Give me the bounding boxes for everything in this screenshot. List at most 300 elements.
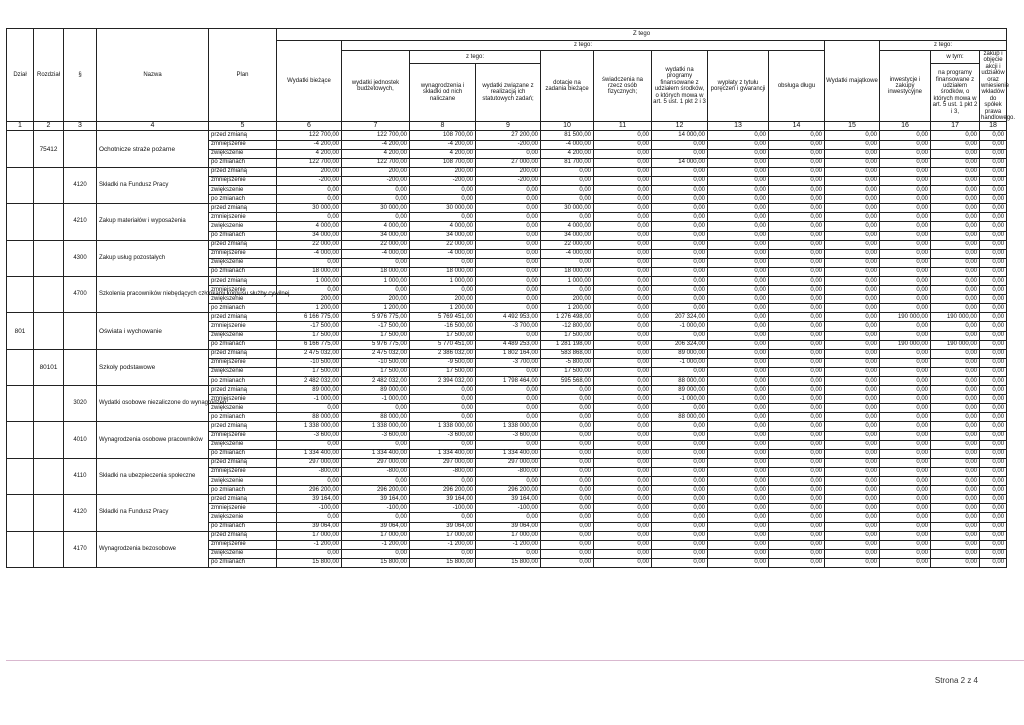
value-cell: 0,00	[594, 349, 652, 358]
value-cell: -1 000,00	[277, 395, 342, 404]
value-cell: 0,00	[880, 522, 931, 531]
value-cell: 0,00	[594, 186, 652, 195]
paragraf-cell	[64, 313, 97, 349]
header-wydatki-majatkowe: Wydatki majątkowe	[825, 41, 880, 122]
value-cell: 0,00	[931, 504, 980, 513]
value-cell: 34 000,00	[277, 231, 342, 240]
value-cell: 89 000,00	[652, 349, 708, 358]
value-cell: 0,00	[980, 331, 1007, 340]
value-cell: 0,00	[541, 440, 594, 449]
value-cell: 0,00	[931, 404, 980, 413]
value-cell: 0,00	[880, 358, 931, 367]
row-label: zmniejszenie	[209, 286, 277, 295]
value-cell: 0,00	[476, 149, 541, 158]
value-cell: 0,00	[541, 422, 594, 431]
value-cell: 0,00	[594, 131, 652, 140]
value-cell: 0,00	[825, 504, 880, 513]
value-cell: 0,00	[769, 404, 825, 413]
rozdzial-cell	[34, 422, 64, 458]
value-cell: 0,00	[880, 176, 931, 185]
value-cell: 0,00	[652, 331, 708, 340]
value-cell: 0,00	[652, 449, 708, 458]
row-label: przed zmianą	[209, 458, 277, 467]
value-cell: 0,00	[931, 167, 980, 176]
value-cell: 0,00	[931, 295, 980, 304]
value-cell: 0,00	[476, 549, 541, 558]
value-cell: 0,00	[708, 313, 769, 322]
value-cell: 200,00	[342, 295, 410, 304]
value-cell: 0,00	[931, 486, 980, 495]
row-label: po zmianach	[209, 304, 277, 313]
value-cell: 0,00	[541, 258, 594, 267]
value-cell: 0,00	[931, 558, 980, 567]
paragraf-cell: 4120	[64, 495, 97, 531]
value-cell: 1 276 498,00	[541, 313, 594, 322]
rozdzial-cell	[34, 276, 64, 312]
column-number: 2	[34, 122, 64, 131]
value-cell: 0,00	[594, 504, 652, 513]
value-cell: 0,00	[980, 422, 1007, 431]
value-cell: 2 475 032,00	[342, 349, 410, 358]
value-cell: 0,00	[594, 313, 652, 322]
header-swiadczenia: świadczenia na rzecz osób fizycznych;	[594, 51, 652, 122]
value-cell: 0,00	[476, 204, 541, 213]
value-cell: 0,00	[708, 186, 769, 195]
value-cell: 0,00	[410, 549, 476, 558]
row-label: przed zmianą	[209, 131, 277, 140]
header-wydatki-programy: wydatki na programy finansowane z udziałem środków, o których mowa w art. 5 ust. 1 pkt 2 i 3	[652, 51, 708, 122]
value-cell: -10 500,00	[277, 358, 342, 367]
value-cell: 0,00	[825, 195, 880, 204]
table-row	[7, 458, 1007, 467]
value-cell: 0,00	[931, 367, 980, 376]
value-cell: 0,00	[931, 304, 980, 313]
header-wynagrodzenia: wynagrodzenia i składki od nich naliczane	[410, 63, 476, 122]
value-cell: 81 500,00	[541, 131, 594, 140]
value-cell: 0,00	[931, 267, 980, 276]
value-cell: 0,00	[594, 140, 652, 149]
value-cell: 0,00	[652, 149, 708, 158]
header-z-tego-left: z tego:	[342, 41, 825, 51]
value-cell: 296 200,00	[410, 486, 476, 495]
value-cell: 0,00	[769, 367, 825, 376]
value-cell: 0,00	[594, 558, 652, 567]
value-cell: 0,00	[652, 249, 708, 258]
row-label: zwiększenie	[209, 331, 277, 340]
value-cell: 0,00	[476, 304, 541, 313]
dzial-cell	[7, 240, 34, 276]
value-cell: 0,00	[769, 158, 825, 167]
value-cell: -3 600,00	[410, 431, 476, 440]
header-z-tego: Z tego	[277, 29, 1007, 41]
footer-divider	[6, 660, 1024, 661]
value-cell: 0,00	[825, 477, 880, 486]
value-cell: -1 000,00	[652, 322, 708, 331]
value-cell: 2 394 032,00	[410, 377, 476, 386]
row-label: zwiększenie	[209, 258, 277, 267]
value-cell: 0,00	[931, 458, 980, 467]
value-cell: 0,00	[652, 486, 708, 495]
value-cell: 0,00	[594, 495, 652, 504]
value-cell: 0,00	[708, 231, 769, 240]
value-cell: 0,00	[931, 131, 980, 140]
value-cell: 296 200,00	[277, 486, 342, 495]
value-cell: 22 000,00	[541, 240, 594, 249]
column-number: 12	[652, 122, 708, 131]
value-cell: 0,00	[980, 558, 1007, 567]
value-cell: 0,00	[825, 186, 880, 195]
row-label: po zmianach	[209, 522, 277, 531]
value-cell: 0,00	[594, 377, 652, 386]
value-cell: 0,00	[769, 331, 825, 340]
value-cell: -200,00	[410, 176, 476, 185]
value-cell: 0,00	[769, 267, 825, 276]
value-cell: 0,00	[825, 313, 880, 322]
value-cell: 0,00	[708, 477, 769, 486]
value-cell: 17 500,00	[342, 367, 410, 376]
paragraf-cell: 4120	[64, 167, 97, 203]
name-cell: Wynagrodzenia bezosobowe	[97, 531, 209, 567]
value-cell: 0,00	[769, 186, 825, 195]
row-label: zmniejszenie	[209, 467, 277, 476]
value-cell: 0,00	[980, 295, 1007, 304]
value-cell: -4 000,00	[342, 249, 410, 258]
value-cell: 0,00	[652, 213, 708, 222]
value-cell: 0,00	[880, 167, 931, 176]
value-cell: 0,00	[594, 231, 652, 240]
value-cell: 0,00	[931, 331, 980, 340]
value-cell: 0,00	[410, 213, 476, 222]
value-cell: 0,00	[931, 149, 980, 158]
value-cell: 0,00	[880, 431, 931, 440]
value-cell: 0,00	[880, 222, 931, 231]
value-cell: 0,00	[541, 495, 594, 504]
value-cell: 0,00	[980, 386, 1007, 395]
value-cell: 0,00	[931, 431, 980, 440]
value-cell: 0,00	[931, 358, 980, 367]
value-cell: -100,00	[410, 504, 476, 513]
value-cell: 0,00	[931, 349, 980, 358]
value-cell: -4 200,00	[342, 140, 410, 149]
value-cell: 0,00	[880, 449, 931, 458]
paragraf-cell: 4010	[64, 422, 97, 458]
value-cell: 0,00	[769, 349, 825, 358]
dzial-cell	[7, 167, 34, 203]
name-cell: Wydatki osobowe niezaliczone do wynagrodzeń	[97, 386, 209, 422]
value-cell: 0,00	[594, 204, 652, 213]
value-cell: 89 000,00	[277, 386, 342, 395]
value-cell: 200,00	[541, 295, 594, 304]
value-cell: 0,00	[980, 258, 1007, 267]
column-number: 3	[64, 122, 97, 131]
value-cell: 0,00	[769, 295, 825, 304]
value-cell: 0,00	[769, 558, 825, 567]
value-cell: 0,00	[652, 140, 708, 149]
value-cell: 0,00	[769, 522, 825, 531]
row-label: zwiększenie	[209, 295, 277, 304]
value-cell: 0,00	[277, 477, 342, 486]
value-cell: 0,00	[880, 295, 931, 304]
value-cell: 1 798 464,00	[476, 377, 541, 386]
value-cell: 0,00	[594, 467, 652, 476]
value-cell: 0,00	[652, 467, 708, 476]
value-cell: 17 500,00	[541, 331, 594, 340]
value-cell: 0,00	[980, 440, 1007, 449]
value-cell: 0,00	[980, 486, 1007, 495]
table-row	[7, 531, 1007, 540]
value-cell: 0,00	[980, 149, 1007, 158]
value-cell: 0,00	[594, 258, 652, 267]
row-label: zwiększenie	[209, 477, 277, 486]
value-cell: 0,00	[769, 413, 825, 422]
value-cell: 0,00	[652, 267, 708, 276]
value-cell: 0,00	[708, 349, 769, 358]
value-cell: 1 000,00	[277, 276, 342, 285]
value-cell: 0,00	[825, 204, 880, 213]
value-cell: 1 281 198,00	[541, 340, 594, 349]
value-cell: 17 500,00	[541, 367, 594, 376]
value-cell: 0,00	[980, 276, 1007, 285]
value-cell: 17 000,00	[342, 531, 410, 540]
value-cell: -100,00	[277, 504, 342, 513]
value-cell: 0,00	[342, 440, 410, 449]
row-label: zmniejszenie	[209, 176, 277, 185]
value-cell: -200,00	[277, 176, 342, 185]
value-cell: 22 000,00	[410, 240, 476, 249]
value-cell: 0,00	[342, 549, 410, 558]
value-cell: 0,00	[769, 304, 825, 313]
value-cell: 0,00	[476, 213, 541, 222]
value-cell: 39 164,00	[476, 495, 541, 504]
value-cell: 0,00	[769, 240, 825, 249]
value-cell: 0,00	[769, 358, 825, 367]
value-cell: 0,00	[980, 504, 1007, 513]
value-cell: 4 200,00	[541, 149, 594, 158]
value-cell: 4 000,00	[277, 222, 342, 231]
value-cell: -3 700,00	[476, 358, 541, 367]
value-cell: 0,00	[825, 240, 880, 249]
value-cell: 0,00	[980, 467, 1007, 476]
value-cell: 207 324,00	[652, 313, 708, 322]
header-dzial: Dział	[7, 29, 34, 122]
value-cell: 0,00	[594, 458, 652, 467]
header-zakup-akcji: zakup i objęcie akcji i udziałów oraz wniesienie wkładów do spółek prawa handlowego.	[981, 51, 1016, 122]
table-row	[7, 349, 1007, 358]
table-row	[7, 276, 1007, 285]
value-cell: 0,00	[880, 322, 931, 331]
value-cell: 0,00	[476, 477, 541, 486]
value-cell: 0,00	[541, 167, 594, 176]
value-cell: 0,00	[825, 540, 880, 549]
value-cell: 0,00	[880, 513, 931, 522]
value-cell: 17 500,00	[410, 331, 476, 340]
value-cell: 0,00	[652, 495, 708, 504]
name-cell: Oświata i wychowanie	[97, 313, 209, 349]
value-cell: 0,00	[931, 258, 980, 267]
value-cell: 2 482 032,00	[342, 377, 410, 386]
value-cell: 0,00	[825, 158, 880, 167]
value-cell: 0,00	[708, 422, 769, 431]
value-cell: 0,00	[708, 340, 769, 349]
value-cell: -1 000,00	[652, 395, 708, 404]
value-cell: 0,00	[652, 195, 708, 204]
value-cell: -1 000,00	[652, 358, 708, 367]
paragraf-cell: 4700	[64, 276, 97, 312]
value-cell: 0,00	[541, 431, 594, 440]
value-cell: 0,00	[980, 431, 1007, 440]
row-label: przed zmianą	[209, 422, 277, 431]
value-cell: 200,00	[277, 167, 342, 176]
value-cell: 0,00	[931, 386, 980, 395]
column-number: 13	[708, 122, 769, 131]
value-cell: 190 000,00	[931, 313, 980, 322]
row-label: zwiększenie	[209, 186, 277, 195]
value-cell: -9 500,00	[410, 358, 476, 367]
rozdzial-cell	[34, 240, 64, 276]
dzial-cell	[7, 386, 34, 422]
value-cell: 0,00	[880, 504, 931, 513]
value-cell: 1 338 000,00	[277, 422, 342, 431]
value-cell: 0,00	[931, 440, 980, 449]
value-cell: 0,00	[410, 413, 476, 422]
value-cell: 0,00	[708, 395, 769, 404]
column-number: 7	[342, 122, 410, 131]
value-cell: 0,00	[825, 549, 880, 558]
value-cell: 0,00	[594, 267, 652, 276]
value-cell: 0,00	[708, 258, 769, 267]
header-z-tego-inner: z tego:	[410, 51, 541, 64]
value-cell: 0,00	[541, 486, 594, 495]
value-cell: 0,00	[769, 395, 825, 404]
value-cell: 0,00	[476, 195, 541, 204]
value-cell: 108 700,00	[410, 131, 476, 140]
value-cell: 0,00	[594, 395, 652, 404]
row-label: po zmianach	[209, 449, 277, 458]
value-cell: 0,00	[931, 276, 980, 285]
value-cell: 0,00	[825, 304, 880, 313]
table-row	[7, 131, 1007, 140]
value-cell: 0,00	[825, 395, 880, 404]
column-number: 16	[880, 122, 931, 131]
value-cell: 0,00	[880, 231, 931, 240]
value-cell: -3 600,00	[277, 431, 342, 440]
value-cell: 190 000,00	[880, 313, 931, 322]
paragraf-cell: 4210	[64, 204, 97, 240]
value-cell: 0,00	[825, 413, 880, 422]
value-cell: 0,00	[825, 267, 880, 276]
value-cell: 39 164,00	[342, 495, 410, 504]
value-cell: 15 800,00	[476, 558, 541, 567]
value-cell: 0,00	[476, 276, 541, 285]
value-cell: 0,00	[594, 295, 652, 304]
value-cell: 0,00	[708, 486, 769, 495]
value-cell: 0,00	[825, 340, 880, 349]
row-label: zmniejszenie	[209, 249, 277, 258]
header-z-tego-right: z tego:	[880, 41, 1007, 51]
value-cell: -200,00	[342, 176, 410, 185]
value-cell: 0,00	[980, 349, 1007, 358]
value-cell: -17 500,00	[277, 322, 342, 331]
value-cell: 0,00	[980, 213, 1007, 222]
value-cell: 0,00	[476, 231, 541, 240]
value-cell: 0,00	[541, 540, 594, 549]
value-cell: 0,00	[980, 358, 1007, 367]
paragraf-cell: 4110	[64, 458, 97, 494]
value-cell: 0,00	[880, 395, 931, 404]
value-cell: 18 000,00	[342, 267, 410, 276]
column-number: 17	[931, 122, 980, 131]
value-cell: -200,00	[476, 140, 541, 149]
value-cell: 0,00	[880, 249, 931, 258]
value-cell: 0,00	[769, 486, 825, 495]
value-cell: 0,00	[931, 467, 980, 476]
column-number: 6	[277, 122, 342, 131]
value-cell: 122 700,00	[277, 158, 342, 167]
value-cell: 1 000,00	[410, 276, 476, 285]
value-cell: 0,00	[541, 176, 594, 185]
column-number: 8	[410, 122, 476, 131]
value-cell: 5 769 451,00	[410, 313, 476, 322]
value-cell: 88 000,00	[652, 377, 708, 386]
value-cell: 0,00	[476, 513, 541, 522]
value-cell: 0,00	[825, 367, 880, 376]
value-cell: 0,00	[980, 176, 1007, 185]
value-cell: 81 700,00	[541, 158, 594, 167]
value-cell: 0,00	[410, 258, 476, 267]
value-cell: 0,00	[476, 186, 541, 195]
value-cell: 27 000,00	[476, 158, 541, 167]
row-label: zmniejszenie	[209, 140, 277, 149]
name-cell: Zakup usług pozostałych	[97, 240, 209, 276]
value-cell: 0,00	[769, 286, 825, 295]
value-cell: 0,00	[476, 386, 541, 395]
row-label: przed zmianą	[209, 386, 277, 395]
value-cell: 0,00	[880, 213, 931, 222]
row-label: zwiększenie	[209, 404, 277, 413]
value-cell: 0,00	[277, 195, 342, 204]
value-cell: 0,00	[980, 140, 1007, 149]
value-cell: 122 700,00	[277, 131, 342, 140]
value-cell: 0,00	[476, 395, 541, 404]
value-cell: -3 700,00	[476, 322, 541, 331]
value-cell: 0,00	[825, 531, 880, 540]
row-label: po zmianach	[209, 195, 277, 204]
value-cell: 297 000,00	[342, 458, 410, 467]
value-cell: 0,00	[880, 267, 931, 276]
value-cell: 0,00	[825, 322, 880, 331]
value-cell: 0,00	[652, 522, 708, 531]
value-cell: 0,00	[769, 377, 825, 386]
value-cell: 0,00	[769, 531, 825, 540]
value-cell: 0,00	[708, 386, 769, 395]
value-cell: 0,00	[541, 458, 594, 467]
value-cell: 34 000,00	[541, 231, 594, 240]
value-cell: 0,00	[880, 276, 931, 285]
row-label: po zmianach	[209, 158, 277, 167]
value-cell: 0,00	[708, 531, 769, 540]
value-cell: 0,00	[594, 540, 652, 549]
value-cell: 0,00	[410, 404, 476, 413]
value-cell: 0,00	[476, 267, 541, 276]
value-cell: 0,00	[708, 449, 769, 458]
value-cell: 0,00	[342, 195, 410, 204]
value-cell: 0,00	[825, 404, 880, 413]
value-cell: 0,00	[880, 540, 931, 549]
value-cell: 0,00	[880, 531, 931, 540]
value-cell: 0,00	[476, 295, 541, 304]
value-cell: 0,00	[708, 377, 769, 386]
value-cell: 190 000,00	[880, 340, 931, 349]
